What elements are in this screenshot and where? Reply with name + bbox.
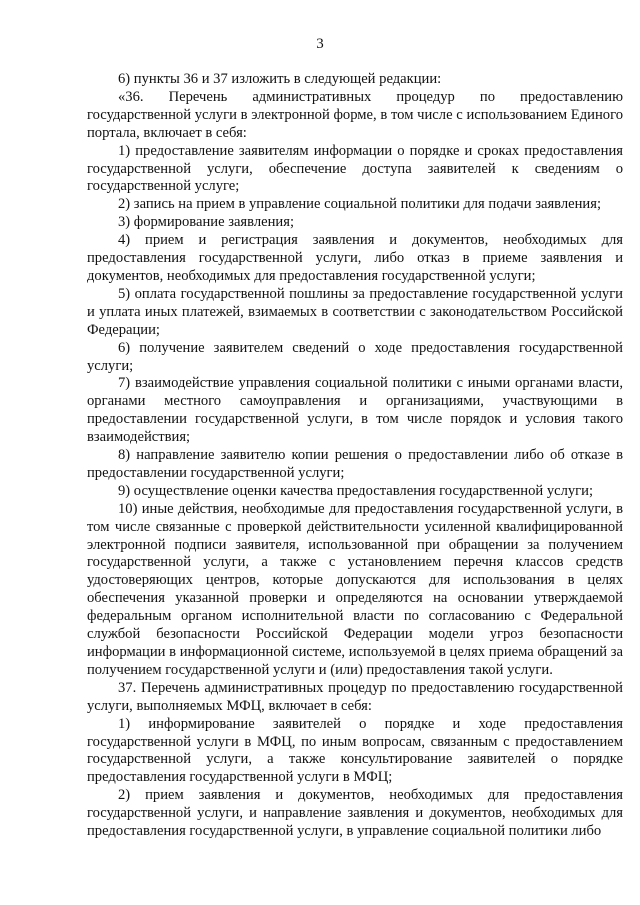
page-number: 3 [316, 36, 324, 52]
clause-36-item-7: 7) взаимодействие управления социальной политики с иными органами власти, органами местного самоуправления и организациями, участвующими в предоставлении государственной услуги, в том числе порядок и условия такого взаимодействия; [87, 375, 623, 446]
clause-36-heading-paragraph: «36. Перечень административных процедур по предоставлению государственной услуги в электронной форме, в том числе с использованием Единого портала, включает в себя: [87, 88, 623, 141]
clause-37-heading-paragraph: 37. Перечень административных процедур по предоставлению государственной услуги, выполняемых МФЦ, включает в себя: [87, 679, 623, 714]
clause-36-item-2: 2) запись на прием в управление социальной политики для подачи заявления; [118, 196, 602, 213]
clause-36-item-4: 4) прием и регистрация заявления и документов, необходимых для предоставления государственной услуги, либо отказ в приеме заявления и документов, необходимых для предоставления государственной услуги; [87, 232, 623, 284]
amendment-intro-paragraph: 6) пункты 36 и 37 изложить в следующей редакции: [118, 71, 442, 87]
clause-36-item-8: 8) направление заявителю копии решения о предоставлении либо об отказе в предоставлении государственной услуги; [87, 447, 623, 481]
clause-36-item-3: 3) формирование заявления; [118, 214, 294, 231]
clause-36-item-10: 10) иные действия, необходимые для предоставления государственной услуги, в том числе связанные с проверкой действительности усиленной квалифицированной электронной подписи заявителя, использованной при обращении за получением государственной услуги, а также с установлением перечня классов средств удостоверяющих центров, которые допускаются для использования в целях обеспечения указанной проверки и определяются на основании утверждаемой федеральным органом исполнительной власти по согласованию с Федеральной службой безопасности Российской Федерации модели угроз безопасности информации в информационной системе, используемой в целях приема обращений за получением государственной услуги и (или) предоставления такой услуги. [87, 500, 623, 678]
clause-36-item-6: 6) получение заявителем сведений о ходе предоставления государственной услуги; [87, 339, 623, 374]
clause-36-item-1: 1) предоставление заявителям информации о порядке и сроках предоставления государственной услуги, обеспечение доступа заявителей к сведениям о государственной услуге; [87, 142, 623, 195]
clause-37-item-2: 2) прием заявления и документов, необходимых для предоставления государственной услуги, и направление заявления и документов, необходимых для предоставления государственной услуги, в управление социальной политики либо [87, 787, 623, 840]
clause-37-item-1: 1) информирование заявителей о порядке и ходе предоставления государственной услуги в МФЦ, по иным вопросам, связанным с предоставлением государственной услуги, а также консультирование заявителей о порядке предоставления государственной услуги в МФЦ; [87, 715, 623, 786]
document-body [87, 71, 623, 841]
clause-36-item-9: 9) осуществление оценки качества предоставления государственной услуги; [118, 482, 594, 499]
clause-36-item-5: 5) оплата государственной пошлины за предоставление государственной услуги и уплата иных платежей, взимаемых в соответствии с законодательством Российской Федерации; [87, 285, 623, 338]
